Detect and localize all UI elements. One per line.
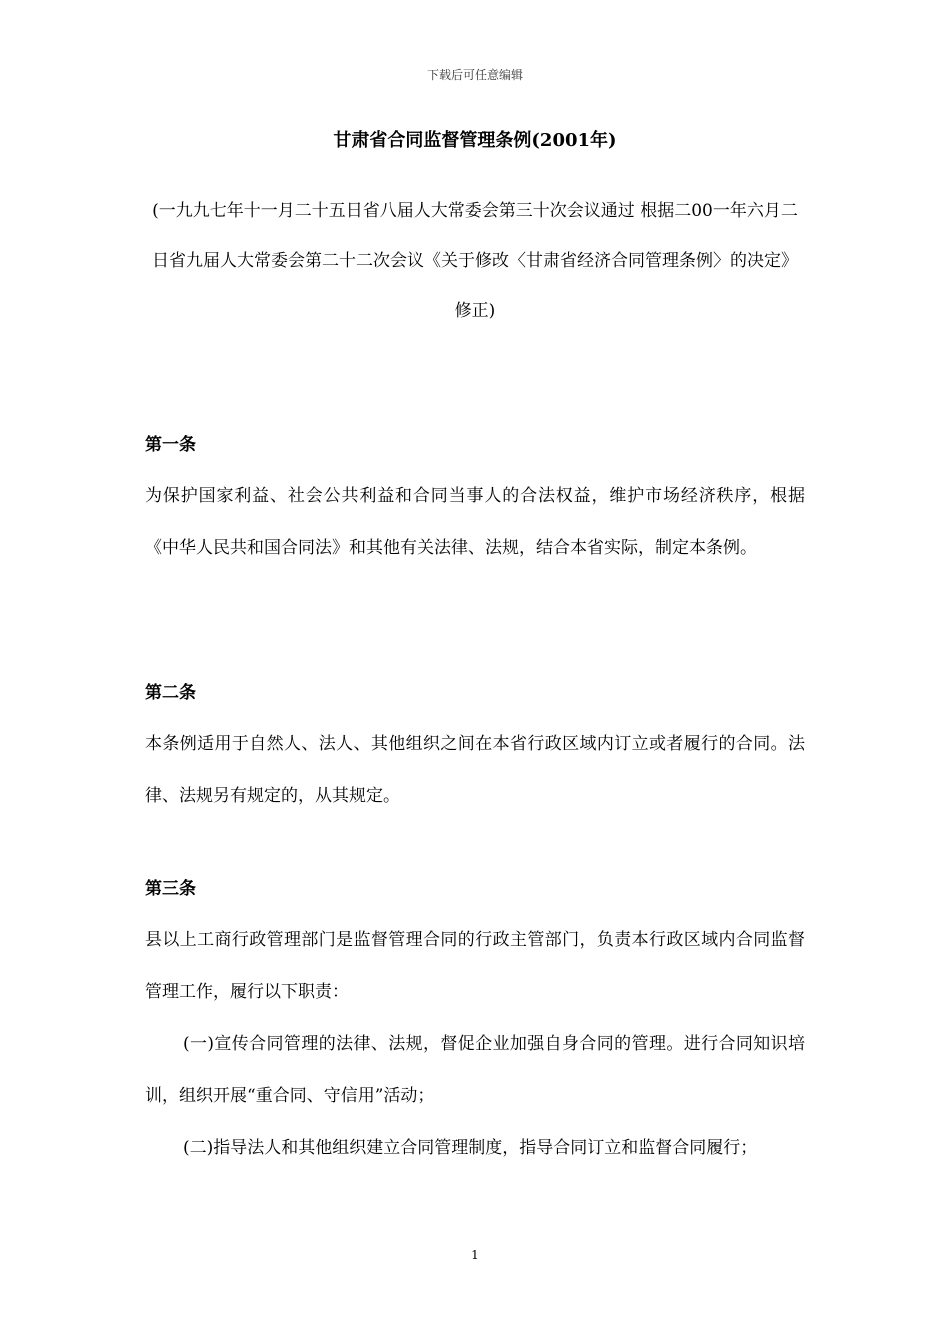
article-paragraph: 县以上工商行政管理部门是监督管理合同的行政主管部门，负责本行政区域内合同监督管理工作，履行以下职责：	[145, 930, 805, 1002]
article-2	[145, 678, 805, 822]
article-paragraph: 本条例适用于自然人、法人、其他组织之间在本省行政区域内订立或者履行的合同。法律、法规另有规定的，从其规定。	[145, 734, 805, 806]
article-paragraph: (二)指导法人和其他组织建立合同管理制度，指导合同订立和监督合同履行；	[183, 1138, 758, 1158]
document-subtitle: (一九九七年十一月二十五日省八届人大常委会第三十次会议通过 根据二00一年六月二日省九届人大常委会第二十二次会议《关于修改〈甘肃省经济合同管理条例〉的决定》修正)	[152, 201, 798, 321]
article-1	[145, 430, 805, 574]
article-paragraph: 为保护国家利益、社会公共利益和合同当事人的合法权益，维护市场经济秩序，根据《中华人民共和国合同法》和其他有关法律、法规，结合本省实际，制定本条例。	[145, 486, 805, 558]
article-heading: 第一条	[145, 435, 196, 455]
article-3	[145, 874, 805, 1174]
page-number: 1	[471, 1248, 479, 1262]
document-title: 甘肃省合同监督管理条例(2001年)	[333, 130, 617, 151]
page-header: 下载后可任意编辑	[426, 68, 523, 82]
article-paragraph: (一)宣传合同管理的法律、法规，督促企业加强自身合同的管理。进行合同知识培训，组织开展“重合同、守信用”活动；	[145, 1034, 805, 1106]
article-heading: 第三条	[145, 879, 196, 899]
article-heading: 第二条	[145, 683, 196, 703]
